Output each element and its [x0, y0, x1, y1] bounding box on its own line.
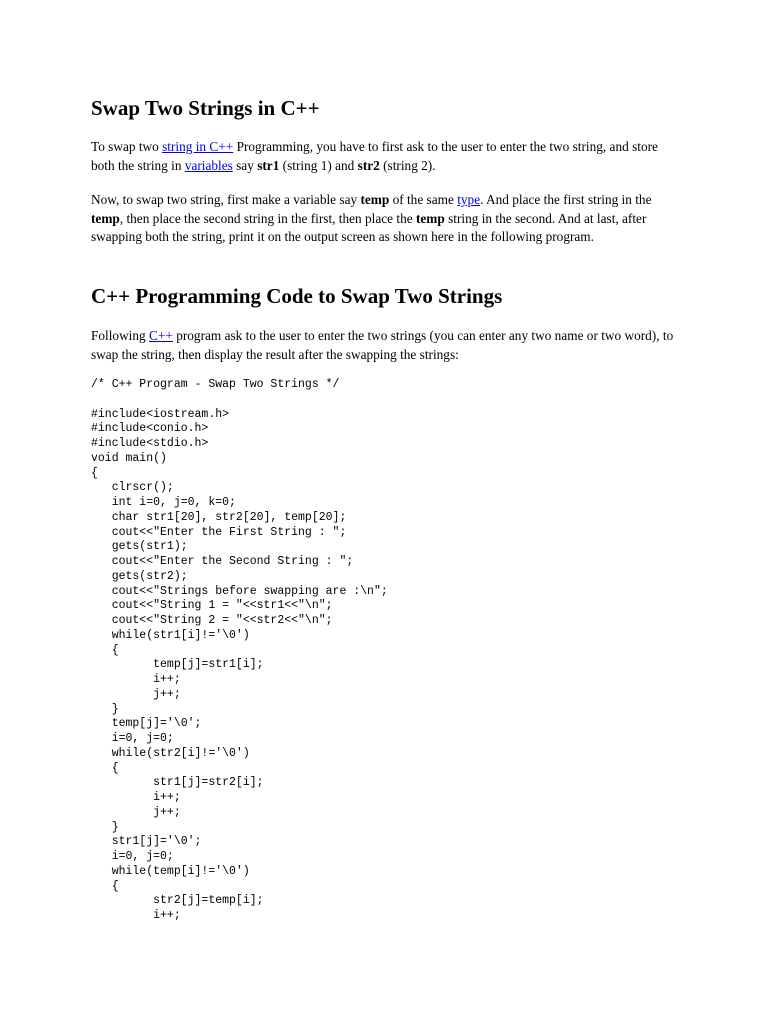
- code-block: [91, 378, 388, 924]
- code-line: cout<<"String 2 = "<<str2<<"\n";: [91, 614, 333, 627]
- code-line: void main(): [91, 451, 167, 465]
- following-text-2: program ask to the user to enter the two strings (you can enter any two name or two word), to swap the string, then display the result after the swapping the strings:: [91, 328, 674, 362]
- link-variables[interactable]: variables: [184, 157, 233, 173]
- intro-paragraph: [91, 138, 681, 175]
- code-line: char str1[20], str2[20], temp[20];: [91, 510, 347, 524]
- code-line: gets(str2);: [91, 569, 188, 583]
- explain-bold-temp-3: temp: [415, 210, 445, 226]
- link-cpp[interactable]: C++: [149, 328, 173, 343]
- link-type[interactable]: type: [457, 192, 481, 207]
- explain-text-5: string in the second. And at last, after swapping both the string, print it on the output screen as shown here in the following program.: [91, 210, 647, 244]
- code-line: }: [91, 702, 119, 716]
- code-line: temp[j]='\0';: [91, 717, 202, 731]
- code-line: str2[j]=temp[i];: [91, 894, 264, 908]
- explain-bold-temp-1: temp: [360, 192, 390, 207]
- explain-text-1: Now, to swap two string, first make a variable say: [91, 192, 361, 207]
- intro-text-2: Programming, you have to first ask to the user to enter the two string, and store both the string in: [91, 139, 658, 173]
- code-line: j++;: [91, 805, 181, 819]
- section-title: C++ Programming Code to Swap Two Strings: [91, 284, 503, 308]
- explain-paragraph: [91, 191, 681, 247]
- intro-bold-str1: str1: [257, 157, 280, 173]
- code-line: int i=0, j=0, k=0;: [91, 496, 236, 509]
- link-string-in-cpp[interactable]: string in C++: [162, 139, 234, 154]
- code-line: {: [91, 466, 98, 480]
- code-line: {: [91, 643, 119, 657]
- intro-text-1: To swap two: [91, 139, 163, 154]
- code-line: i++;: [91, 673, 181, 686]
- intro-text-5: (string 2).: [379, 157, 436, 173]
- code-line: i=0, j=0;: [91, 850, 174, 863]
- code-line: i=0, j=0;: [91, 732, 174, 745]
- code-line: {: [91, 761, 119, 775]
- explain-text-2: of the same: [389, 192, 458, 207]
- code-line: while(str2[i]!='\0'): [91, 746, 250, 760]
- explain-bold-temp-2: temp: [91, 210, 120, 226]
- code-line: str1[j]='\0';: [91, 835, 202, 849]
- explain-text-3: . And place the first string in the: [480, 192, 652, 207]
- code-line: #include<stdio.h>: [91, 437, 209, 450]
- explain-text-4: , then place the second string in the first, then place the: [119, 210, 416, 226]
- code-line: [91, 393, 388, 408]
- code-line: cout<<"String 1 = "<<str1<<"\n";: [91, 599, 333, 613]
- code-line: while(temp[i]!='\0'): [91, 864, 250, 878]
- code-line: temp[j]=str1[i];: [91, 658, 264, 672]
- code-line: i++;: [91, 791, 181, 804]
- code-line: i++;: [91, 909, 181, 922]
- code-line: while(str1[i]!='\0'): [91, 628, 250, 642]
- intro-text-3: say: [232, 157, 258, 173]
- code-line: #include<conio.h>: [91, 422, 209, 436]
- code-line: cout<<"Strings before swapping are :\n";: [91, 584, 388, 598]
- page-title: Swap Two Strings in C++: [91, 96, 320, 120]
- code-line: str1[j]=str2[i];: [91, 776, 264, 790]
- intro-bold-str2: str2: [357, 157, 380, 173]
- code-line: cout<<"Enter the Second String : ";: [91, 555, 354, 568]
- following-paragraph: [91, 327, 681, 364]
- code-line: /* C++ Program - Swap Two Strings */: [91, 378, 340, 391]
- code-line: clrscr();: [91, 481, 174, 495]
- code-line: #include<iostream.h>: [91, 407, 230, 421]
- code-line: }: [91, 820, 119, 834]
- intro-text-4: (string 1) and: [279, 157, 358, 173]
- code-line: j++;: [91, 687, 181, 701]
- following-text-1: Following: [91, 328, 149, 343]
- code-line: gets(str1);: [91, 540, 188, 554]
- code-line: {: [91, 879, 119, 893]
- code-line: cout<<"Enter the First String : ";: [91, 525, 347, 539]
